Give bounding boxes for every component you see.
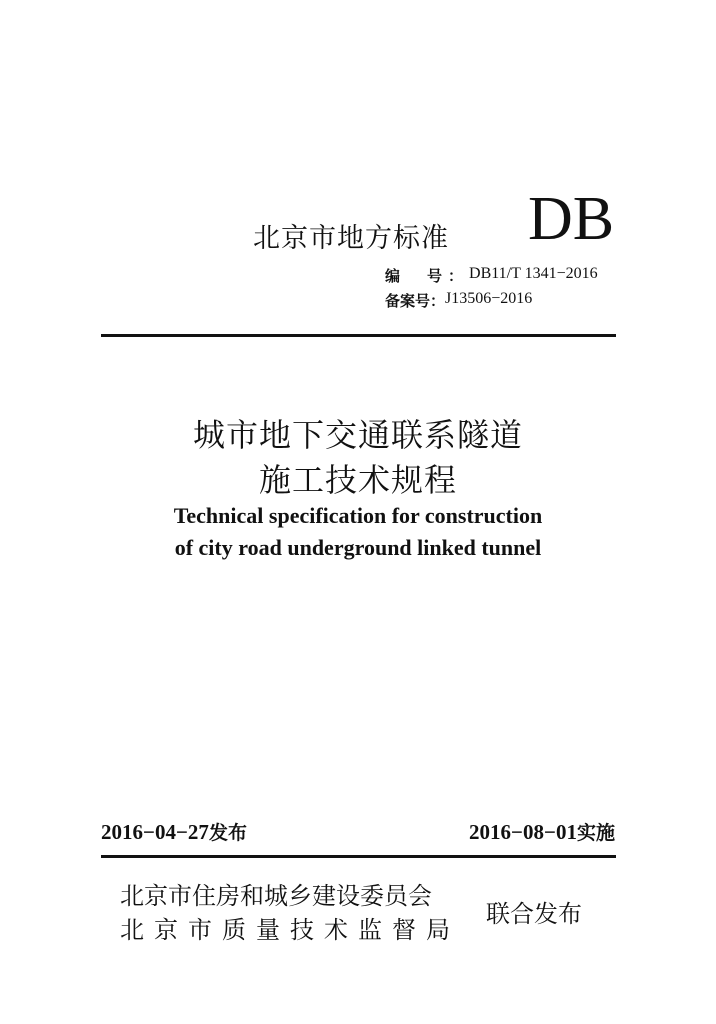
record-number-value: J13506−2016 xyxy=(445,290,533,307)
standard-number-label: 编 号： xyxy=(385,267,470,285)
release-date xyxy=(101,818,247,845)
standard-number-row xyxy=(385,265,598,286)
joint-release-label: 联合发布 xyxy=(486,900,582,928)
record-number-label: 备案号： xyxy=(385,292,446,310)
title-en-line1: Technical specification for construction xyxy=(173,503,543,528)
db-mark: DB xyxy=(528,185,615,253)
record-number-row xyxy=(385,290,532,311)
issuer-line2: 北京市质量技术监督局 xyxy=(120,916,460,944)
effective-date-value: 2016−08−01 xyxy=(469,820,577,844)
effective-date-label: 实施 xyxy=(576,822,615,844)
title-en-line2: of city road underground linked tunnel xyxy=(174,535,542,560)
bottom-divider xyxy=(101,855,616,858)
release-date-label: 发布 xyxy=(208,822,247,844)
standard-number-value: DB11/T 1341−2016 xyxy=(469,265,598,282)
effective-date xyxy=(469,818,615,845)
top-divider xyxy=(101,334,616,337)
title-cn-line1: 城市地下交通联系隧道 xyxy=(192,416,523,454)
issuer-line1: 北京市住房和城乡建设委员会 xyxy=(120,882,432,910)
standard-type-title: 北京市地方标准 xyxy=(253,223,449,254)
release-date-value: 2016−04−27 xyxy=(101,820,209,844)
title-cn-line2: 施工技术规程 xyxy=(258,461,457,499)
